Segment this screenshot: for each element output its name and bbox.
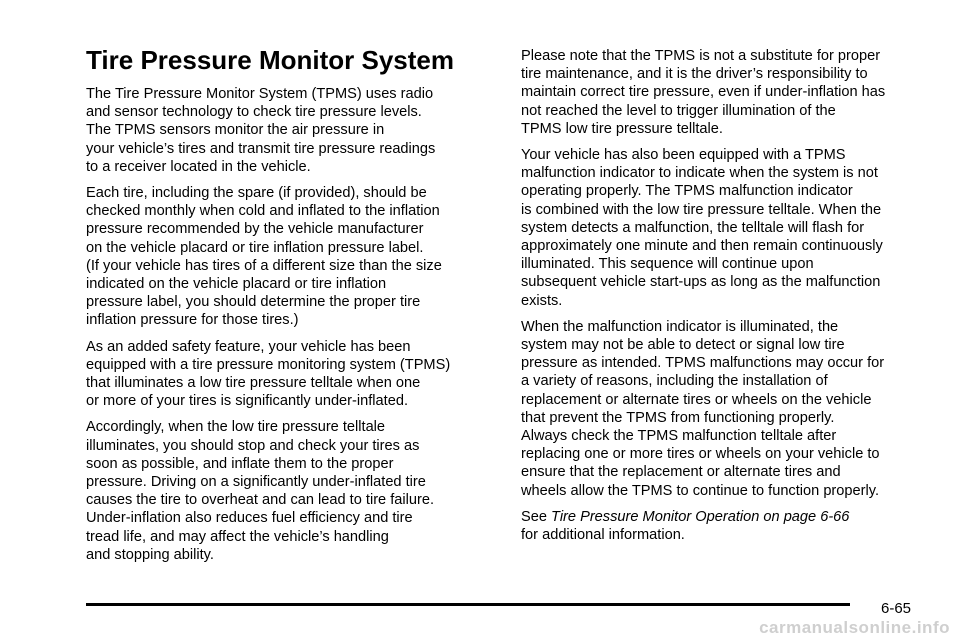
paragraph-safety-feature: As an added safety feature, your vehicle has been equipped with a tire pressure monitoring system (TPMS) that illuminates a low tire pressure telltale when one or more of your tires is significantly under-inflated. [86,338,451,410]
right-column [521,47,936,552]
footer-rule [86,603,850,606]
page-number: 6-65 [881,600,912,617]
paragraph-monthly-check: Each tire, including the spare (if provided), should be checked monthly when cold and inflated to the inflation pressure recommended by the vehicle manufacturer on the vehicle placard or tire inflation pressure label. (If your vehicle has tires of a different size than the size indicated on the vehicle placard or tire inflation pressure label, you should determine the proper tire inflation pressure for those tires.) [86,185,442,329]
reference-prefix: See [521,508,552,525]
paragraph-not-substitute: Please note that the TPMS is not a substitute for proper tire maintenance, and it is the driver’s responsibility to maintain correct tire pressure, even if under-inflation has not reached the level to trigger illumination of the TPMS low tire pressure telltale. [521,48,886,137]
paragraph-malfunction-causes: When the malfunction indicator is illuminated, the system may not be able to detect or signal low tire pressure as intended. TPMS malfunctions may occur for a variety of reasons, including the installation of replacement or alternate tires or wheels on the vehicle that prevent the TPMS from functioning properly. Always check the TPMS malfunction telltale after replacing one or more tires or wheels on your vehicle to ensure that the replacement or alternate tires and wheels allow the TPMS to continue to function properly. [521,318,885,499]
reference-suffix: for additional information. [521,527,685,544]
paragraph-telltale-action: Accordingly, when the low tire pressure telltale illuminates, you should stop and check your tires as soon as possible, and inflate them to the proper pressure. Driving on a significantly under-inflated tire causes the tire to overheat and can lead to tire failure. Under-inflation also reduces fuel efficiency and tire tread life, and may affect the vehicle’s handling and stopping ability. [86,419,435,563]
section-title: Tire Pressure Monitor System [86,45,454,75]
paragraph-see-reference [521,508,936,544]
paragraph-tpms-overview: The Tire Pressure Monitor System (TPMS) uses radio and sensor technology to check tire pressure levels. The TPMS sensors monitor the air pressure in your vehicle’s tires and transmit tire pressure readings to a receiver located in the vehicle. [86,86,436,175]
watermark: carmanualsonline.info [759,618,950,637]
paragraph-malfunction-indicator: Your vehicle has also been equipped with a TPMS malfunction indicator to indicate when the system is not operating properly. The TPMS malfunction indicator is combined with the low tire pressure telltale. When the system detects a malfunction, the telltale will flash for approximately one minute and then remain continuously illuminated. This sequence will continue upon subsequent vehicle start-ups as long as the malfunction exists. [521,147,883,309]
cross-reference-link[interactable]: Tire Pressure Monitor Operation on page 6-66 [551,508,850,525]
left-column [86,44,496,572]
